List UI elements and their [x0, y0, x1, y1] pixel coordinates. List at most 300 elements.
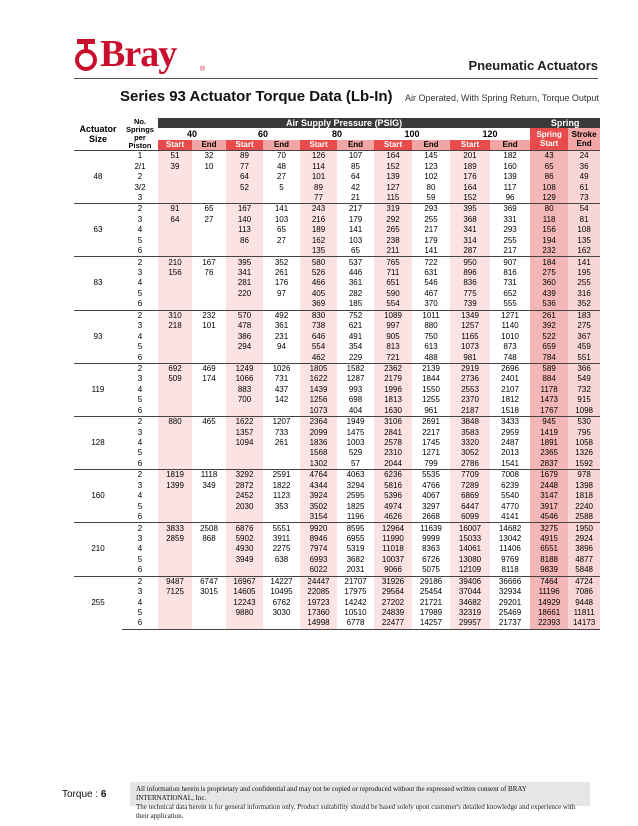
spring-start-value: 439 [530, 289, 568, 299]
table-row [74, 363, 600, 374]
torque-120-end: 32934 [490, 587, 530, 597]
torque-80-end: 446 [337, 268, 374, 278]
torque-40-end [192, 352, 226, 363]
springs-cell: 5 [137, 342, 143, 352]
torque-60-end: 638 [263, 555, 300, 565]
torque-60-end: 2591 [263, 470, 300, 481]
table-row [74, 448, 600, 458]
torque-60-start: 16967 [226, 576, 263, 587]
table-row [74, 427, 600, 437]
springs-cell: 2 [137, 172, 143, 182]
spring-start-value: 184 [530, 257, 568, 268]
stroke-end-value: 2588 [568, 512, 600, 523]
spring-start-value: 4915 [530, 534, 568, 544]
torque-100-start: 4974 [374, 501, 412, 511]
torque-40-end: 469 [192, 363, 226, 374]
torque-120-start: 395 [450, 204, 490, 215]
torque-80-start: 554 [300, 342, 337, 352]
torque-120-end: 1140 [490, 321, 530, 331]
spring-start-value: 14929 [530, 597, 568, 607]
torque-80-end: 698 [337, 395, 374, 405]
torque-100-start: 5396 [374, 491, 412, 501]
torque-40-start: 1819 [158, 470, 192, 481]
torque-80-start: 2099 [300, 427, 337, 437]
torque-40-end: 2508 [192, 523, 226, 534]
legal-note [130, 782, 590, 820]
torque-80-end: 491 [337, 331, 374, 341]
torque-40-end [192, 448, 226, 458]
spring-start-value: 80 [530, 204, 568, 215]
actuator-size-cell: 48 [74, 151, 122, 204]
torque-40-end [192, 438, 226, 448]
torque-80-end: 85 [337, 161, 374, 171]
torque-80-start: 1622 [300, 374, 337, 384]
spring-start-value: 11196 [530, 587, 568, 597]
torque-80-end: 10510 [337, 608, 374, 618]
spring-start-value: 1419 [530, 427, 568, 437]
torque-80-start: 77 [300, 193, 337, 204]
torque-80-end: 6955 [337, 534, 374, 544]
torque-120-start: 164 [450, 182, 490, 192]
stroke-end-value: 54 [568, 204, 600, 215]
torque-120-end: 2959 [490, 427, 530, 437]
torque-80-end: 57 [337, 459, 374, 470]
torque-40-end [192, 172, 226, 182]
torque-100-start: 2310 [374, 448, 412, 458]
springs-cell: 2 [122, 416, 158, 427]
torque-40-start [158, 555, 192, 565]
springs-cell: 2/1 [134, 161, 146, 171]
torque-60-start: 86 [226, 236, 263, 246]
torque-120-end: 293 [490, 225, 530, 235]
torque-40-start: 91 [158, 204, 192, 215]
torque-120-start: 2736 [450, 374, 490, 384]
torque-40-end [192, 193, 226, 204]
torque-80-start: 14998 [300, 618, 337, 629]
torque-60-end: 731 [263, 374, 300, 384]
spring-start-value: 22393 [530, 618, 568, 629]
torque-60-end: 142 [263, 395, 300, 405]
torque-60-start: 140 [226, 215, 263, 225]
springs-cell: 6 [137, 352, 143, 362]
torque-80-start: 369 [300, 299, 337, 310]
torque-40-start: 210 [158, 257, 192, 268]
torque-80-end: 361 [337, 278, 374, 288]
torque-100-end: 6726 [412, 555, 450, 565]
table-row [74, 565, 600, 576]
torque-100-start: 1996 [374, 385, 412, 395]
torque-100-end: 102 [412, 172, 450, 182]
torque-120-start: 29957 [450, 618, 490, 629]
torque-120-end: 11406 [490, 544, 530, 554]
torque-120-start: 16007 [450, 523, 490, 534]
torque-40-start [158, 236, 192, 246]
torque-100-start: 765 [374, 257, 412, 268]
spring-start-value: 3147 [530, 491, 568, 501]
torque-40-end: 232 [192, 310, 226, 321]
torque-60-start: 1357 [226, 427, 263, 437]
stroke-end-value: 183 [568, 310, 600, 321]
springs-cell: 6 [137, 246, 143, 256]
torque-120-start: 2553 [450, 385, 490, 395]
springs-cell: 2 [122, 363, 158, 374]
section-label: Pneumatic Actuators [468, 58, 598, 73]
torque-40-start: 7125 [158, 587, 192, 597]
torque-40-end: 465 [192, 416, 226, 427]
stroke-end-value: 1398 [568, 481, 600, 491]
torque-120-end: 1812 [490, 395, 530, 405]
torque-120-start: 201 [450, 151, 490, 162]
torque-40-start: 3833 [158, 523, 192, 534]
springs-cell: 5 [137, 608, 143, 618]
torque-80-start: 405 [300, 289, 337, 299]
torque-80-start: 2364 [300, 416, 337, 427]
table-row [74, 534, 600, 544]
start-header: Start [450, 140, 490, 151]
torque-100-start: 2362 [374, 363, 412, 374]
torque-120-start: 3320 [450, 438, 490, 448]
torque-120-start: 739 [450, 299, 490, 310]
torque-120-start: 2786 [450, 459, 490, 470]
torque-40-start [158, 608, 192, 618]
torque-120-end: 255 [490, 236, 530, 246]
torque-120-end: 25469 [490, 608, 530, 618]
torque-120-end: 2401 [490, 374, 530, 384]
pressure-header: 80 [331, 129, 342, 139]
torque-60-end: 27 [263, 236, 300, 246]
stroke-end-value: 61 [568, 182, 600, 192]
torque-120-end: 7008 [490, 470, 530, 481]
torque-60-start: 883 [226, 385, 263, 395]
legal-note-line: The technical data herein is for general information only. Product suitability should be based solely upon customer's detailed knowledge and experience with their application. [136, 803, 576, 820]
torque-100-start: 11018 [374, 544, 412, 554]
torque-80-end: 621 [337, 321, 374, 331]
torque-80-end: 42 [337, 182, 374, 192]
torque-40-end [192, 342, 226, 352]
spring-start-value: 1178 [530, 385, 568, 395]
spring-start-value: 156 [530, 225, 568, 235]
torque-80-start: 4764 [300, 470, 337, 481]
springs-cell: 3/2 [134, 182, 146, 192]
registered-mark: ® [200, 66, 206, 73]
springs-cell: 4 [137, 384, 143, 394]
torque-100-end: 255 [412, 215, 450, 225]
table-row [74, 481, 600, 491]
torque-120-end: 2107 [490, 385, 530, 395]
torque-60-end: 1123 [263, 491, 300, 501]
torque-100-end: 293 [412, 204, 450, 215]
torque-60-start: 52 [226, 182, 263, 192]
torque-120-start: 3583 [450, 427, 490, 437]
page-number-value: 6 [100, 789, 107, 800]
torque-100-end: 21721 [412, 597, 450, 607]
torque-80-start: 189 [300, 225, 337, 235]
springs-cell: 2 [122, 310, 158, 321]
torque-80-start: 1805 [300, 363, 337, 374]
stroke-end-value: 7086 [568, 587, 600, 597]
torque-60-end: 94 [263, 342, 300, 352]
torque-40-end: 868 [192, 534, 226, 544]
torque-100-end: 123 [412, 161, 450, 171]
torque-120-start: 6099 [450, 512, 490, 523]
torque-40-end [192, 512, 226, 523]
table-row [74, 491, 600, 501]
springs-cell: 3 [137, 480, 143, 490]
stroke-end-value: 1326 [568, 448, 600, 458]
torque-60-end: 733 [263, 427, 300, 437]
table-row [74, 151, 600, 162]
torque-40-end [192, 278, 226, 288]
torque-60-end [263, 406, 300, 417]
torque-40-end [192, 544, 226, 554]
torque-100-end: 799 [412, 459, 450, 470]
torque-40-end [192, 331, 226, 341]
spring-start-value: 65 [530, 161, 568, 171]
stroke-end-value: 49 [568, 172, 600, 182]
torque-80-start: 6993 [300, 555, 337, 565]
torque-80-start: 466 [300, 278, 337, 288]
torque-60-start [226, 406, 263, 417]
torque-60-end: 48 [263, 161, 300, 171]
spring-start-value: 1473 [530, 395, 568, 405]
torque-120-end: 21737 [490, 618, 530, 629]
spring-start-value: 2837 [530, 459, 568, 470]
torque-120-end: 2487 [490, 438, 530, 448]
torque-60-start: 3949 [226, 555, 263, 565]
torque-80-start: 646 [300, 331, 337, 341]
torque-60-end: 14227 [263, 576, 300, 587]
torque-120-end: 1010 [490, 331, 530, 341]
actuator-size-cell: 160 [74, 470, 122, 523]
torque-80-end: 1582 [337, 363, 374, 374]
torque-60-end [263, 193, 300, 204]
torque-100-end: 29186 [412, 576, 450, 587]
torque-80-end: 6778 [337, 618, 374, 629]
torque-80-end: 1475 [337, 427, 374, 437]
springs-cell: 4 [137, 278, 143, 288]
torque-80-end: 14242 [337, 597, 374, 607]
torque-60-start: 570 [226, 310, 263, 321]
torque-60-start: 478 [226, 321, 263, 331]
start-header: Start [158, 140, 192, 151]
spring-start-value: 86 [530, 172, 568, 182]
torque-60-start: 77 [226, 161, 263, 171]
torque-120-start: 12109 [450, 565, 490, 576]
springs-cell: 2 [122, 257, 158, 268]
torque-80-start: 19723 [300, 597, 337, 607]
torque-80-end: 21 [337, 193, 374, 204]
torque-120-start: 2187 [450, 406, 490, 417]
torque-100-end: 1255 [412, 395, 450, 405]
torque-60-start: 2872 [226, 481, 263, 491]
torque-60-end: 3911 [263, 534, 300, 544]
springs-cell: 6 [137, 299, 143, 309]
torque-80-end: 282 [337, 289, 374, 299]
torque-120-start: 1073 [450, 342, 490, 352]
torque-40-start [158, 225, 192, 235]
torque-100-end: 546 [412, 278, 450, 288]
stroke-end-value: 1098 [568, 406, 600, 417]
torque-40-start [158, 438, 192, 448]
torque-100-start: 1089 [374, 310, 412, 321]
torque-120-start: 836 [450, 278, 490, 288]
torque-100-start: 27202 [374, 597, 412, 607]
torque-40-start [158, 448, 192, 458]
torque-40-end [192, 299, 226, 310]
spring-start-value: 9839 [530, 565, 568, 576]
springs-cell: 5 [137, 395, 143, 405]
torque-60-start [226, 512, 263, 523]
torque-120-start: 341 [450, 225, 490, 235]
actuator-size-cell: 83 [74, 257, 122, 310]
torque-100-start: 590 [374, 289, 412, 299]
springs-cell: 6 [122, 618, 158, 629]
spring-start-value: 589 [530, 363, 568, 374]
torque-100-start: 265 [374, 225, 412, 235]
torque-60-start: 3292 [226, 470, 263, 481]
torque-120-end: 652 [490, 289, 530, 299]
table-row [74, 459, 600, 470]
actuator-size-cell: 63 [74, 204, 122, 257]
torque-40-start [158, 491, 192, 501]
stroke-end-value: 162 [568, 246, 600, 257]
torque-100-start: 4626 [374, 512, 412, 523]
torque-80-end: 8595 [337, 523, 374, 534]
torque-100-end: 2668 [412, 512, 450, 523]
torque-40-start [158, 193, 192, 204]
torque-60-end: 6762 [263, 597, 300, 607]
torque-60-end [263, 246, 300, 257]
torque-100-end: 14257 [412, 618, 450, 629]
spring-start-value: 784 [530, 352, 568, 363]
torque-100-end: 2139 [412, 363, 450, 374]
torque-60-start: 395 [226, 257, 263, 268]
torque-60-start: 64 [226, 172, 263, 182]
torque-120-end: 4141 [490, 512, 530, 523]
spring-start-value: 4546 [530, 512, 568, 523]
torque-60-start: 89 [226, 151, 263, 162]
stroke-end-value: 36 [568, 161, 600, 171]
spring-start-value: 360 [530, 278, 568, 288]
actuator-size-cell: 255 [74, 576, 122, 629]
pressure-header: 40 [186, 129, 197, 139]
page-title-row [120, 88, 599, 106]
table-row [74, 395, 600, 405]
stroke-end-value: 4724 [568, 576, 600, 587]
torque-100-start: 29564 [374, 587, 412, 597]
torque-60-start: 4930 [226, 544, 263, 554]
spring-start-value: 18661 [530, 608, 568, 618]
torque-100-end: 722 [412, 257, 450, 268]
header-divider [74, 78, 598, 79]
torque-100-end: 8363 [412, 544, 450, 554]
table-row [74, 352, 600, 363]
table-row [74, 576, 600, 587]
torque-40-end: 349 [192, 481, 226, 491]
torque-40-end [192, 395, 226, 405]
torque-60-end: 2275 [263, 544, 300, 554]
stroke-end-value: 4877 [568, 555, 600, 565]
spring-start-value: 194 [530, 236, 568, 246]
torque-120-start: 32319 [450, 608, 490, 618]
torque-80-end: 3294 [337, 481, 374, 491]
torque-100-start: 2841 [374, 427, 412, 437]
torque-100-start: 2179 [374, 374, 412, 384]
torque-100-end: 3297 [412, 501, 450, 511]
stroke-end-value: 978 [568, 470, 600, 481]
stroke-end-value: 275 [568, 321, 600, 331]
torque-100-end: 1844 [412, 374, 450, 384]
table-row [74, 618, 600, 629]
actuator-size-cell: 128 [74, 416, 122, 469]
torque-120-start: 176 [450, 172, 490, 182]
spring-start-value: 3917 [530, 501, 568, 511]
torque-100-start: 813 [374, 342, 412, 352]
springs-cell: 2 [122, 470, 158, 481]
spring-start-value: 2365 [530, 448, 568, 458]
torque-40-end [192, 289, 226, 299]
torque-80-start: 17360 [300, 608, 337, 618]
torque-100-start: 292 [374, 215, 412, 225]
spring-start-value: 2448 [530, 481, 568, 491]
torque-80-start: 135 [300, 246, 337, 257]
torque-100-end: 750 [412, 331, 450, 341]
torque-80-end: 3682 [337, 555, 374, 565]
torque-40-end [192, 182, 226, 192]
torque-100-start: 1813 [374, 395, 412, 405]
torque-120-start: 775 [450, 289, 490, 299]
torque-80-end: 5319 [337, 544, 374, 554]
torque-80-end: 404 [337, 406, 374, 417]
torque-60-end: 103 [263, 215, 300, 225]
torque-120-end: 14682 [490, 523, 530, 534]
spring-start-value: 8188 [530, 555, 568, 565]
torque-40-start [158, 299, 192, 310]
spring-start-value: 261 [530, 310, 568, 321]
table-row [74, 331, 600, 341]
torque-100-start: 12964 [374, 523, 412, 534]
torque-100-end: 631 [412, 268, 450, 278]
torque-120-end: 139 [490, 172, 530, 182]
torque-100-start: 6236 [374, 470, 412, 481]
torque-120-start: 15033 [450, 534, 490, 544]
torque-120-end: 96 [490, 193, 530, 204]
torque-40-start [158, 342, 192, 352]
stroke-end-value: 367 [568, 331, 600, 341]
torque-80-start: 7974 [300, 544, 337, 554]
spring-start-value: 659 [530, 342, 568, 352]
torque-80-end: 65 [337, 246, 374, 257]
torque-100-start: 319 [374, 204, 412, 215]
start-header: Start [300, 140, 337, 151]
torque-120-start: 7709 [450, 470, 490, 481]
torque-80-start: 1836 [300, 438, 337, 448]
torque-60-start: 1066 [226, 374, 263, 384]
stroke-end-value: 108 [568, 225, 600, 235]
stroke-end-value: 3896 [568, 544, 600, 554]
torque-80-start: 3502 [300, 501, 337, 511]
torque-80-start: 830 [300, 310, 337, 321]
torque-100-end: 1271 [412, 448, 450, 458]
torque-100-end: 80 [412, 182, 450, 192]
torque-100-end: 370 [412, 299, 450, 310]
torque-80-end: 21707 [337, 576, 374, 587]
page-title: Series 93 Actuator Torque Data (Lb-In) [120, 88, 393, 105]
springs-cell: 3 [137, 427, 143, 437]
torque-40-end: 174 [192, 374, 226, 384]
torque-60-start [226, 459, 263, 470]
torque-80-end: 1949 [337, 416, 374, 427]
